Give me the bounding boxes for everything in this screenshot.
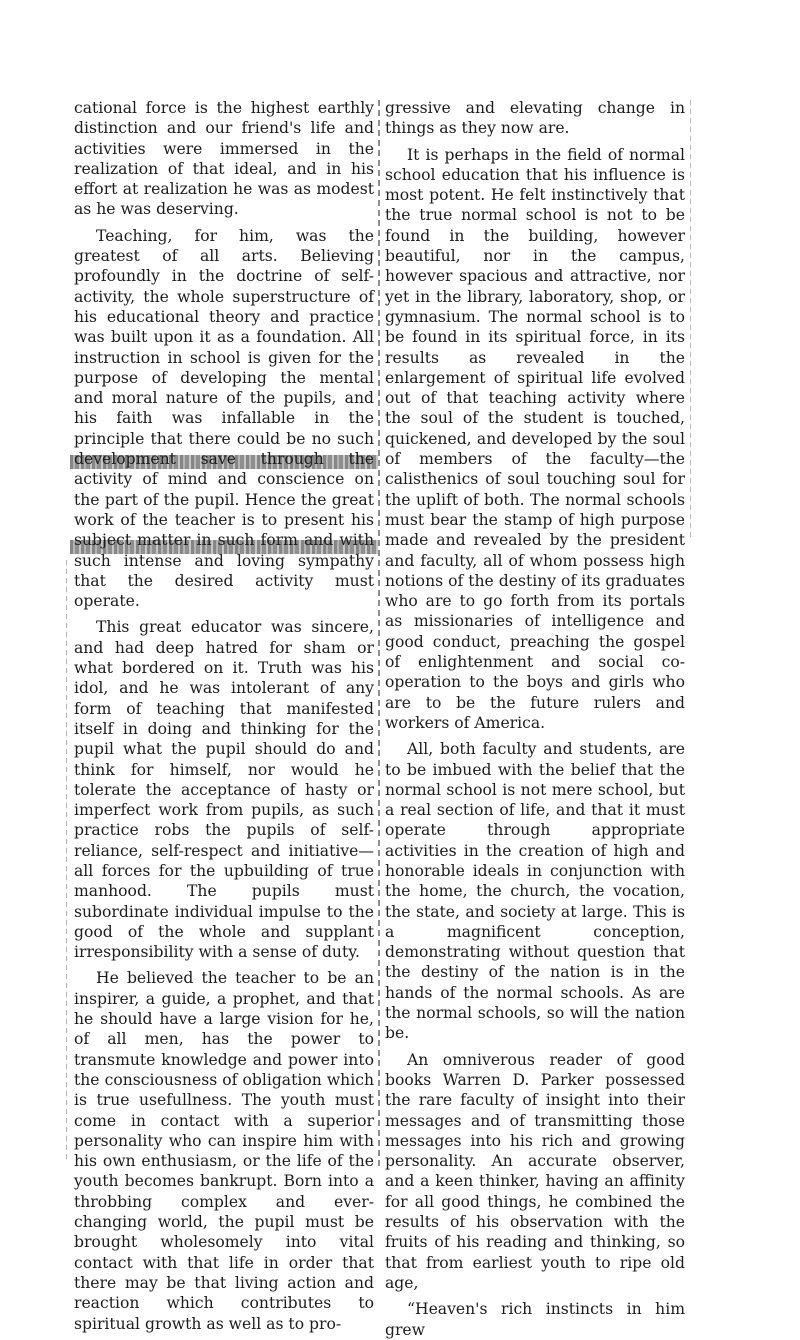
paragraph: This great educator was sincere, and had deep hatred for sham or what bordered on it. Truth was his idol, and he was intolerant of any form of teaching that manifested itself in doing and thinking for the pupil what the pupil should do and think for himself, nor would he tolerate the acceptance of hasty or imperfect work from pupils, as such practice robs the pupils of self-reliance, self-respect and initiative—all forces for the upbuilding of true manhood. The pupils must subordinate individual impulse to the good of the whole and supplant irresponsibility with a sense of duty. (74, 618, 374, 962)
paragraph: He believed the teacher to be an inspirer, a guide, a prophet, and that he should have a large vision for he, of all men, has the power to transmute knowledge and power into the consciousness of obligation which is true usefullness. The youth must come in contact with a superior personality who can inspire him with his own enthusiasm, or the life of the youth becomes bankrupt. Born into a throbbing complex and ever-changing world, the pupil must be brought wholesomely into vital contact with that life in order that there may be that living action and reaction which contributes to spiritual growth as well as to pro- (74, 969, 374, 1333)
paragraph: An omniverous reader of good books Warren D. Parker possessed the rare faculty of insight into their messages and of transmitting those messages into his rich and growing personality. An accurate observer, and a keen thinker, having an affinity for all good things, he combined the results of his observation with the fruits of his reading and thinking, so that from earliest youth to ripe old age, (385, 1050, 685, 1292)
paragraph: It is perhaps in the field of normal school education that his influence is most potent. He felt instinctively that the true normal school is not to be found in the building, however beautiful, nor in the campus, however spacious and attractive, nor yet in the library, laboratory, shop, or gymnasium. The normal school is to be found in its spiritual force, in its results as revealed in the enlargement of spiritual life evolved out of that teaching activity where the soul of the student is touched, quickened, and developed by the soul of members of the faculty—the calisthenics of soul touching soul for the uplift of both. The normal schools must bear the stamp of high purpose made and revealed by the president and faculty, all of whom possess high notions of the destiny of its graduates who are to go forth from its portals as missionaries of intelligence and good conduct, preaching the gospel of enlightenment and social co-operation to the boys and girls who are to be the future rulers and workers of America. (385, 145, 685, 732)
paragraph: “Heaven's rich instincts in him grew (385, 1300, 685, 1339)
paragraph: Teaching, for him, was the greatest of all arts. Believing profoundly in the doctrine of self-activity, the whole superstructure of his educational theory and practice was built upon it as a foundation. All instruction in school is given for the purpose of developing the mental and moral nature of the pupils, and his faith was infallable in the principle that there could be no such development save through the activity of mind and conscience on the part of the pupil. Hence the great work of the teacher is to present his subject matter in such form and with such intense and loving sympathy that the desired activity must operate. (74, 226, 374, 611)
right-margin-rule (690, 100, 691, 540)
paragraph: cational force is the highest earthly distinction and our friend's life and activities were immersed in the realization of that ideal, and in his effort at realization he was as modest as he was deserving. (74, 99, 374, 219)
left-column (74, 98, 374, 1334)
column-divider (378, 100, 380, 1170)
paragraph: gressive and elevating change in things as they now are. (385, 99, 685, 138)
right-column (385, 98, 685, 1340)
paragraph: All, both faculty and students, are to be imbued with the belief that the normal school is not mere school, but a real section of life, and that it must operate through appropriate activities in the creation of high and honorable ideals in conjunction with the home, the church, the vocation, the state, and society at large. This is a magnificent conception, demonstrating without question that the destiny of the nation is in the hands of the normal schools. As are the normal schools, so will the nation be. (385, 740, 685, 1043)
left-margin-rule (66, 560, 67, 1160)
